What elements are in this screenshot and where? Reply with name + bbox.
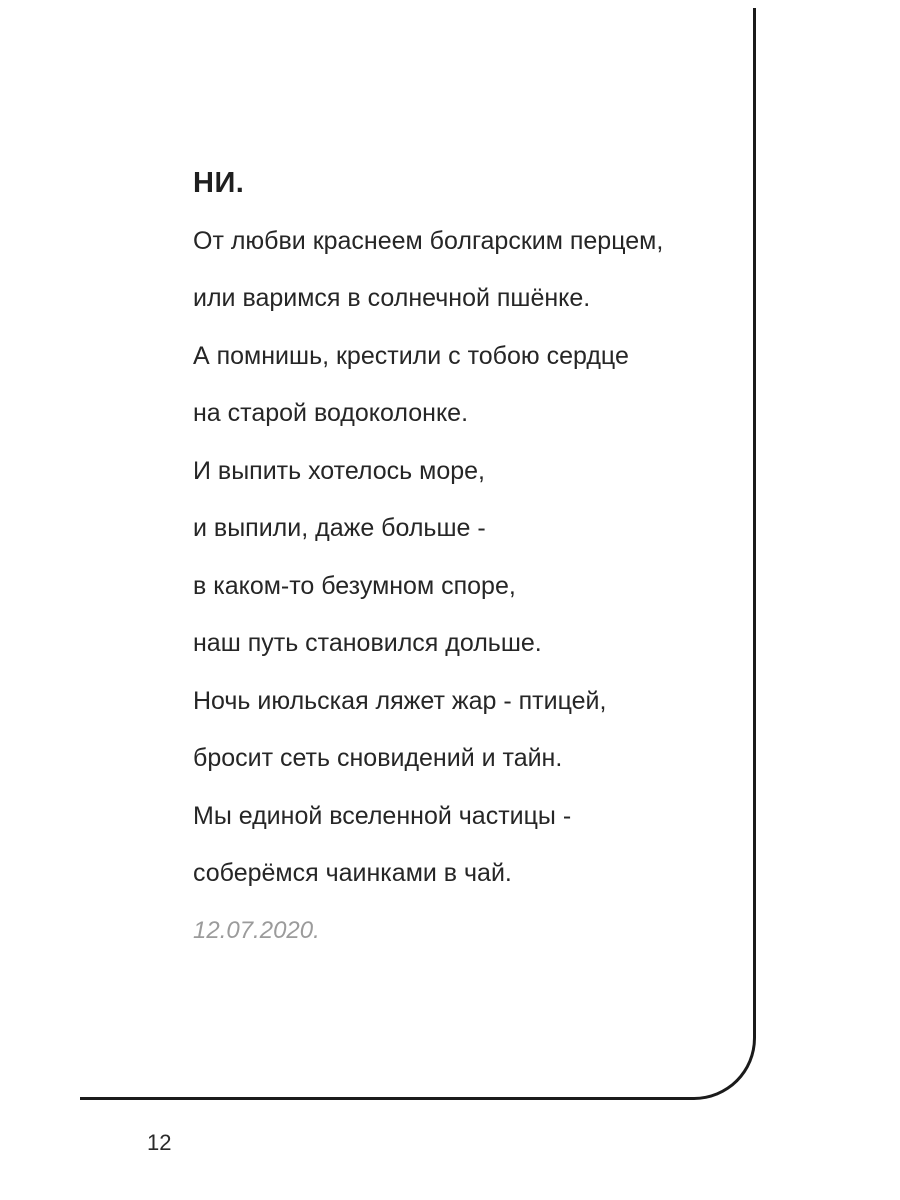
poem-line-5: И выпить хотелось море, [193, 456, 485, 485]
poem-line-2: или варимся в солнечной пшёнке. [193, 284, 591, 313]
poem-line-7: в каком-то безумном споре, [193, 571, 516, 600]
page-number: 12 [147, 1130, 172, 1155]
poem-date: 12.07.2020. [193, 917, 320, 945]
poem-title: НИ. [193, 167, 245, 200]
poem-line-12: соберёмся чаинками в чай. [193, 859, 512, 888]
poem-line-10: бросит сеть сновидений и тайн. [193, 744, 563, 773]
poem-content [193, 155, 733, 960]
poem-line-8: наш путь становился дольше. [193, 629, 542, 658]
poem-line-1: От любви краснеем болгарским перцем, [193, 226, 664, 255]
poem-line-9: Ночь июльская ляжет жар - птицей, [193, 686, 607, 715]
poem-line-3: А помнишь, крестили с тобою сердце [193, 341, 629, 370]
poem-line-6: и выпили, даже больше - [193, 514, 486, 543]
poem-line-11: Мы единой вселенной частицы - [193, 801, 572, 830]
poem-line-4: на старой водоколонке. [193, 399, 469, 428]
